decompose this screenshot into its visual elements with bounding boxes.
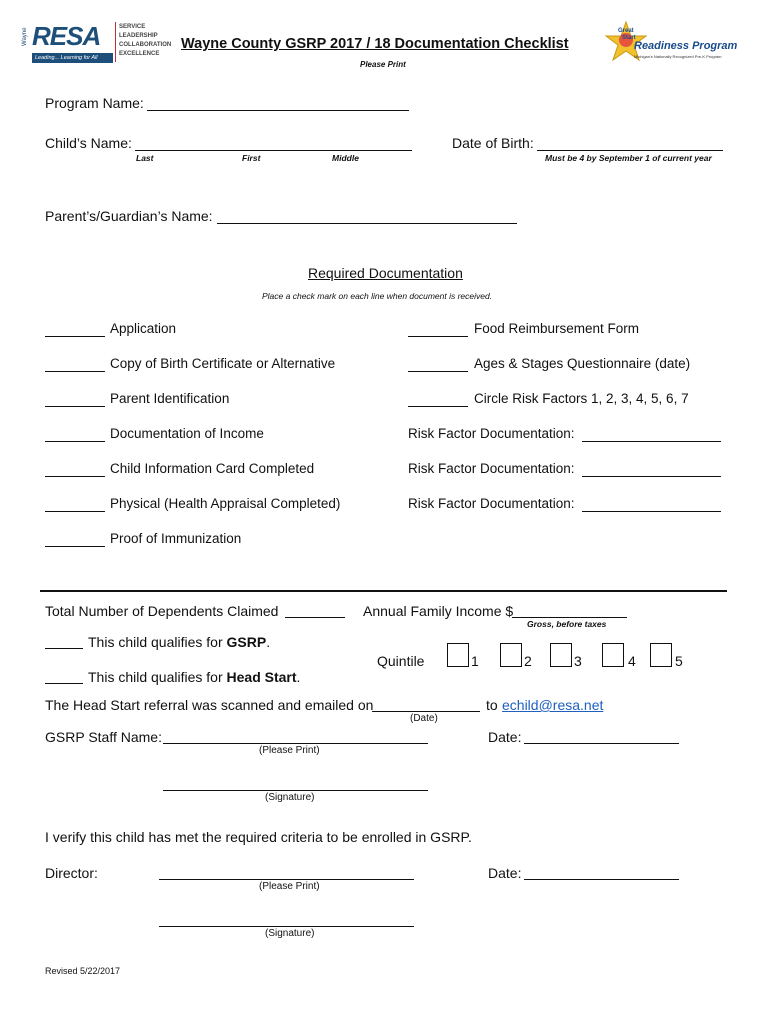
resa-logo — [22, 20, 172, 66]
quintile-checkbox-2[interactable] — [500, 643, 522, 667]
director-name-input-line[interactable] — [159, 879, 414, 880]
checkbox-line[interactable] — [45, 441, 105, 442]
checkbox-line[interactable] — [408, 406, 468, 407]
qualifies-prefix: This child qualifies for — [88, 634, 223, 650]
page-title: Wayne County GSRP 2017 / 18 Documentation Checklist — [181, 36, 569, 52]
doc-item: Ages & Stages Questionnaire (date) — [474, 356, 691, 371]
doc-item: Proof of Immunization — [110, 531, 242, 546]
section-divider — [40, 590, 727, 592]
resa-logo-values — [119, 23, 171, 59]
risk-factor-label: Risk Factor Documentation: — [408, 461, 575, 476]
resa-logo-side-text: Wayne — [22, 27, 28, 46]
staff-signature-line[interactable] — [163, 790, 428, 791]
signature-caption: (Signature) — [265, 928, 315, 939]
dependents-input-line[interactable] — [285, 617, 345, 618]
director-date-input-line[interactable] — [524, 879, 679, 880]
doc-item: Physical (Health Appraisal Completed) — [110, 496, 341, 511]
annual-income-label: Annual Family Income $ — [363, 603, 514, 619]
quintile-number: 3 — [574, 653, 582, 669]
middle-name-caption: Middle — [332, 153, 359, 163]
please-print-caption: (Please Print) — [259, 745, 320, 756]
first-name-caption: First — [242, 153, 261, 163]
resa-logo-tagline: Leading... Learning for All — [32, 53, 113, 63]
parent-name-label: Parent’s/Guardian’s Name: — [45, 208, 213, 224]
director-signature-line[interactable] — [159, 926, 414, 927]
head-start-label: Head Start — [226, 669, 297, 685]
checkbox-line[interactable] — [45, 511, 105, 512]
doc-item: Documentation of Income — [110, 426, 264, 441]
risk-factor-input-line[interactable] — [582, 441, 721, 442]
checkbox-line[interactable] — [45, 683, 83, 684]
checkbox-line[interactable] — [408, 371, 468, 372]
doc-item: Application — [110, 321, 177, 336]
resa-value: EXCELLENCE — [119, 51, 160, 57]
signature-caption: (Signature) — [265, 792, 315, 803]
program-name-label: Program Name: — [45, 95, 144, 111]
quintile-number: 1 — [471, 653, 479, 669]
dob-note: Must be 4 by September 1 of current year — [545, 153, 712, 163]
income-note: Gross, before taxes — [527, 619, 607, 629]
gsrp-label: GSRP — [226, 634, 267, 650]
quintile-checkbox-5[interactable] — [650, 643, 672, 667]
quintile-number: 2 — [524, 653, 532, 669]
annual-income-input-line[interactable] — [512, 617, 627, 618]
program-name-input-line[interactable] — [147, 110, 409, 111]
resa-value: COLLABORATION — [119, 42, 172, 48]
staff-name-label: GSRP Staff Name: — [45, 729, 162, 745]
logo-readiness-text: Readiness Program — [634, 40, 738, 52]
please-print-subtitle: Please Print — [360, 60, 406, 69]
resa-logo-divider — [115, 22, 116, 62]
checkbox-line[interactable] — [45, 406, 105, 407]
doc-item: Parent Identification — [110, 391, 230, 406]
checkbox-line[interactable] — [45, 546, 105, 547]
checkbox-line[interactable] — [45, 336, 105, 337]
qualifies-prefix: This child qualifies for — [88, 669, 223, 685]
director-label: Director: — [45, 865, 98, 881]
referral-to-text: to — [486, 697, 498, 713]
resa-value: LEADERSHIP — [119, 33, 158, 39]
referral-text: The Head Start referral was scanned and emailed on — [45, 697, 374, 713]
qualifies-head-start-text — [88, 669, 300, 685]
risk-factor-label: Risk Factor Documentation: — [408, 426, 575, 441]
referral-date-input-line[interactable] — [372, 711, 480, 712]
checkbox-line[interactable] — [45, 371, 105, 372]
quintile-checkbox-4[interactable] — [602, 643, 624, 667]
logo-great-text: Great — [618, 28, 634, 34]
childs-name-input-line[interactable] — [135, 150, 412, 151]
parent-name-input-line[interactable] — [217, 223, 517, 224]
staff-date-label: Date: — [488, 729, 522, 745]
referral-email-link[interactable]: echild@resa.net — [502, 697, 604, 713]
doc-item: Copy of Birth Certificate or Alternative — [110, 356, 336, 371]
quintile-label: Quintile — [377, 653, 425, 669]
quintile-number: 5 — [675, 653, 683, 669]
quintile-number: 4 — [628, 653, 636, 669]
logo-start-text: Start — [622, 35, 636, 41]
director-date-label: Date: — [488, 865, 522, 881]
doc-item: Child Information Card Completed — [110, 461, 315, 476]
period: . — [266, 634, 271, 650]
resa-logo-word: RESA — [32, 21, 101, 51]
great-start-readiness-logo — [604, 18, 744, 80]
dependents-label: Total Number of Dependents Claimed — [45, 603, 279, 619]
qualifies-gsrp-text — [88, 634, 270, 650]
please-print-caption: (Please Print) — [259, 881, 320, 892]
checkbox-line[interactable] — [408, 336, 468, 337]
quintile-checkbox-3[interactable] — [550, 643, 572, 667]
doc-item: Circle Risk Factors 1, 2, 3, 4, 5, 6, 7 — [474, 391, 689, 406]
date-of-birth-input-line[interactable] — [537, 150, 723, 151]
quintile-checkbox-1[interactable] — [447, 643, 469, 667]
doc-item: Food Reimbursement Form — [474, 321, 640, 336]
period: . — [296, 669, 301, 685]
checkbox-line[interactable] — [45, 476, 105, 477]
resa-value: SERVICE — [119, 24, 146, 30]
risk-factor-input-line[interactable] — [582, 511, 721, 512]
revised-date: Revised 5/22/2017 — [45, 966, 121, 976]
date-of-birth-label: Date of Birth: — [452, 135, 534, 151]
verify-statement: I verify this child has met the required criteria to be enrolled in GSRP. — [45, 829, 472, 845]
risk-factor-input-line[interactable] — [582, 476, 721, 477]
referral-date-caption: (Date) — [410, 713, 438, 724]
logo-tagline: Michigan's Nationally Recognized Pre-K Program — [634, 54, 722, 59]
last-name-caption: Last — [136, 153, 154, 163]
staff-name-input-line[interactable] — [163, 743, 428, 744]
required-documentation-heading: Required Documentation — [308, 265, 463, 281]
checkbox-line[interactable] — [45, 648, 83, 649]
risk-factor-label: Risk Factor Documentation: — [408, 496, 575, 511]
staff-date-input-line[interactable] — [524, 743, 679, 744]
check-mark-instruction: Place a check mark on each line when document is received. — [262, 291, 493, 301]
childs-name-label: Child’s Name: — [45, 135, 132, 151]
